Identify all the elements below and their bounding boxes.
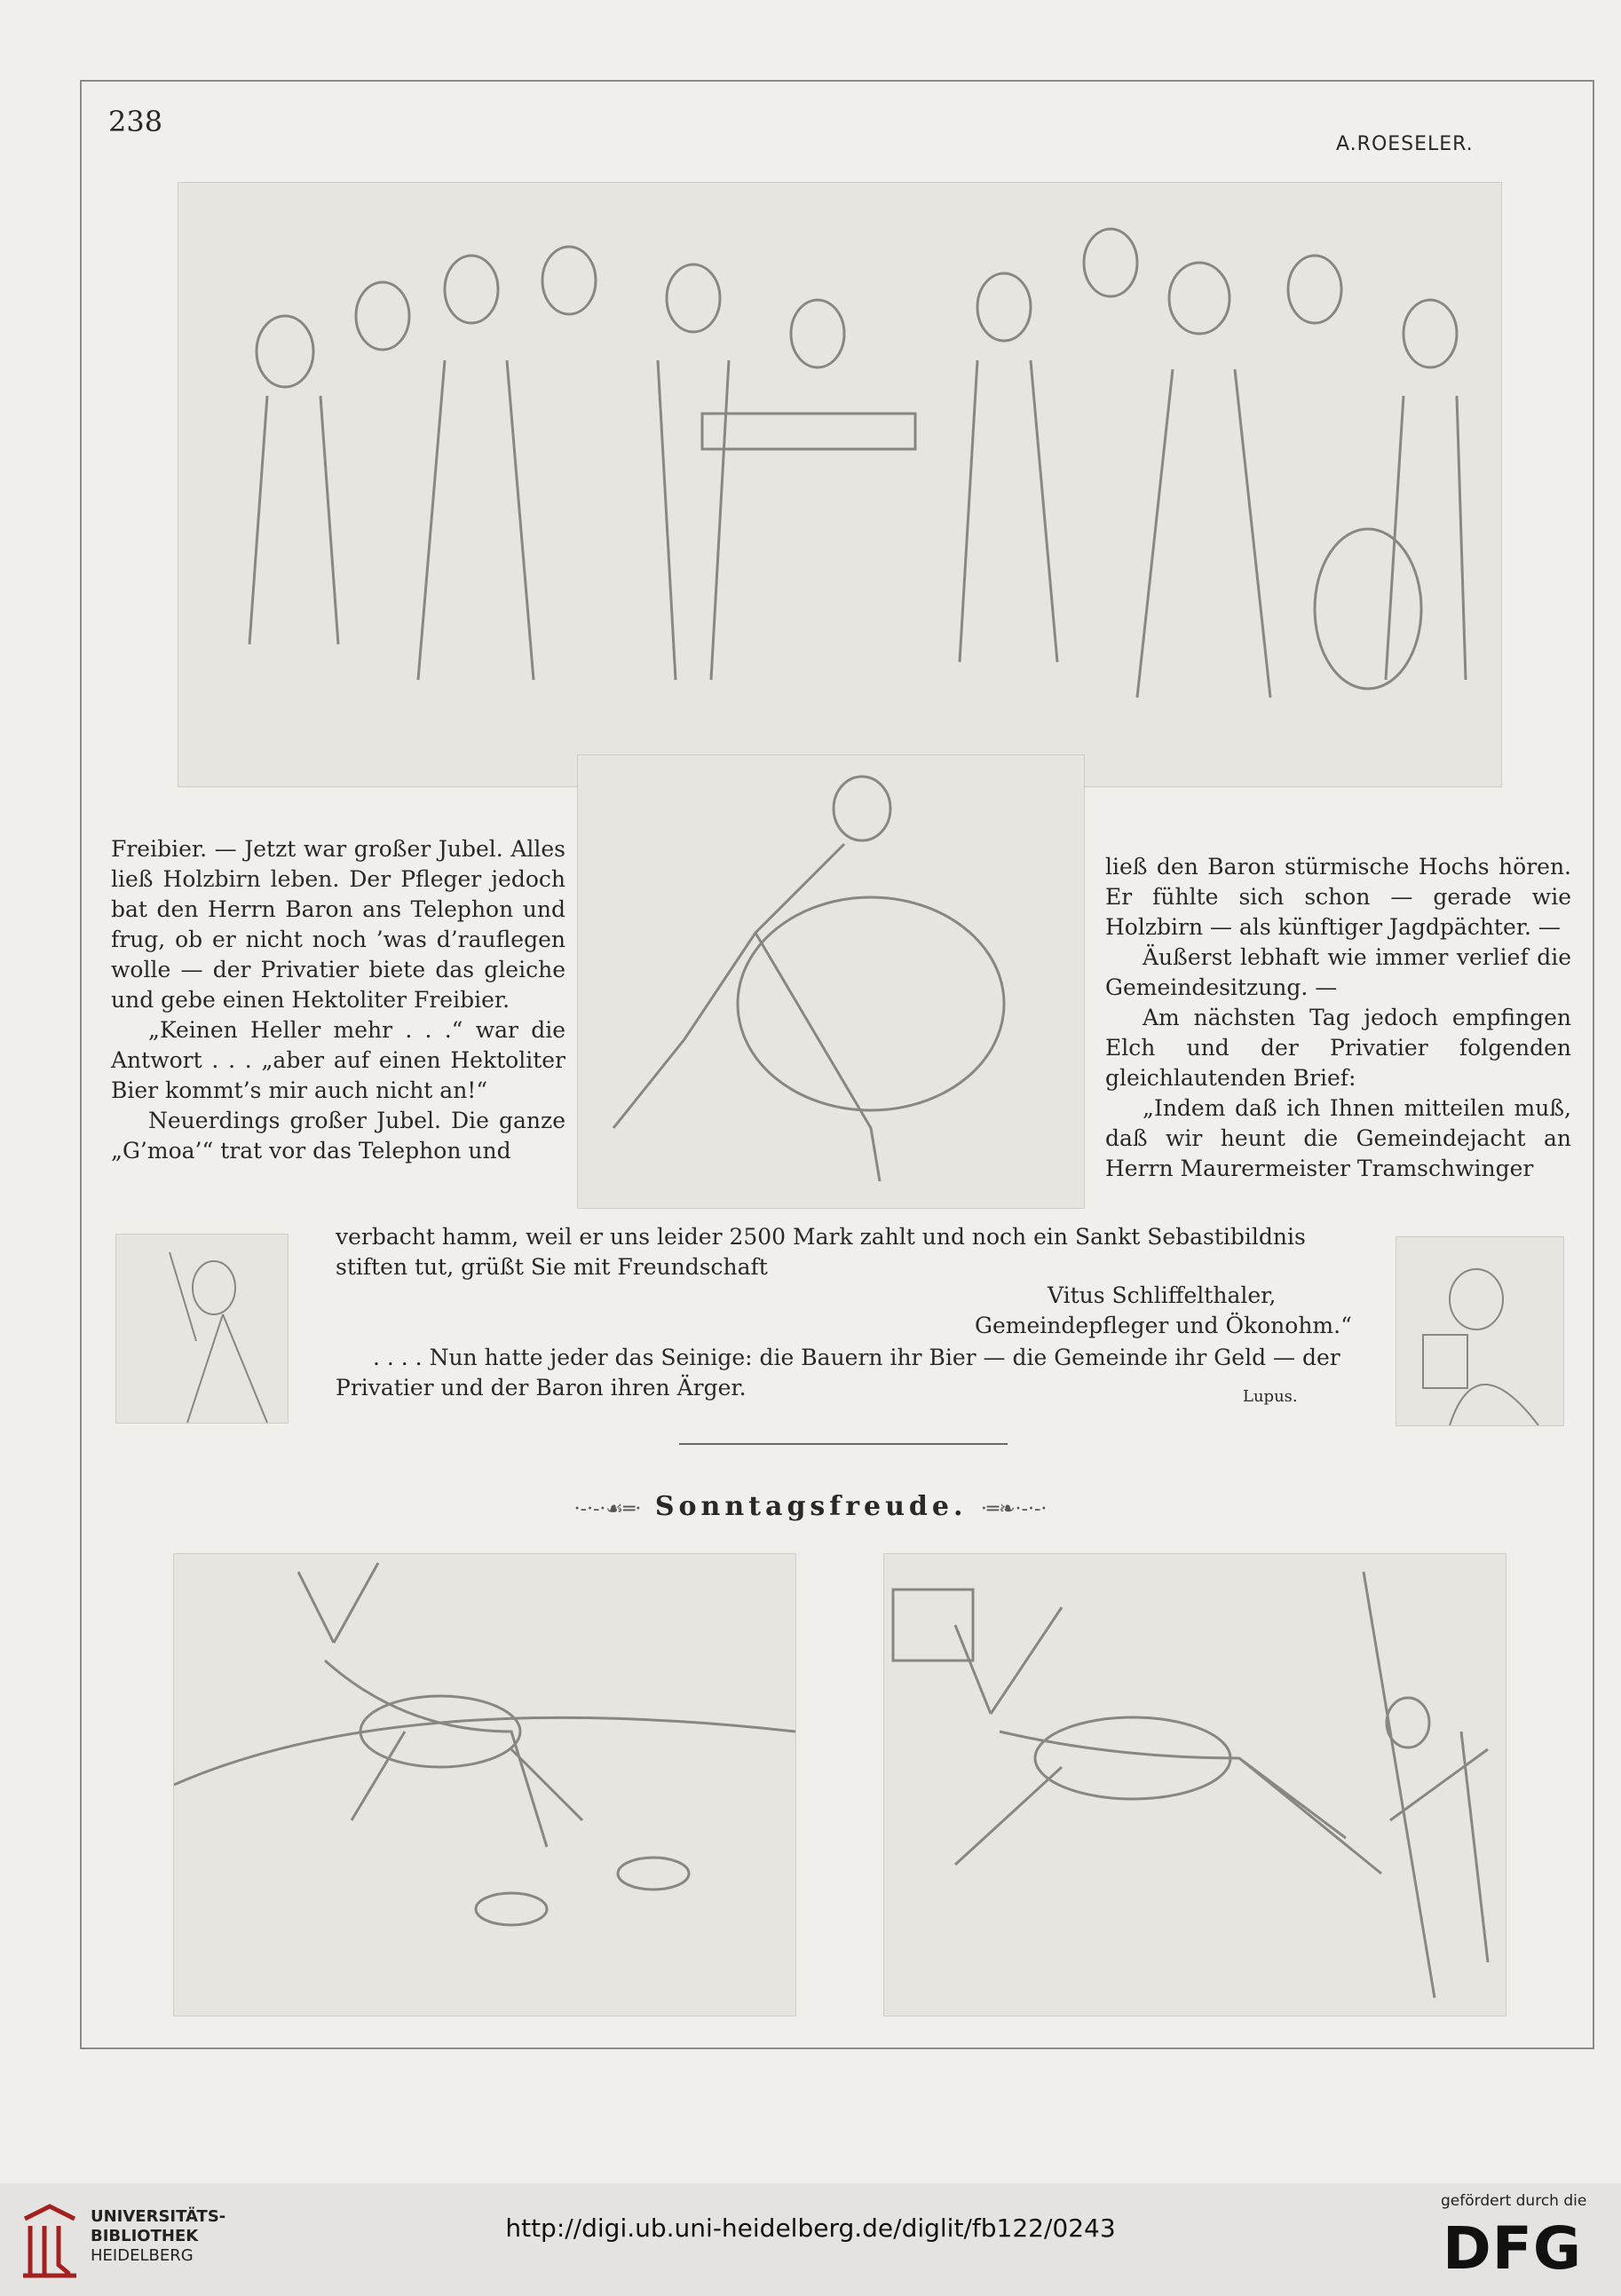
paragraph: „Indem daß ich Ihnen mitteilen muß, daß wir heunt die Gemeindejacht an Herrn Maurermeister Tramschwinger [1105,1095,1571,1181]
stag-illustration-left [173,1553,796,2016]
letter-signature-title: Gemeindepfleger und Ökonohm.“ [975,1313,1352,1338]
barrel-man-sketch-icon [578,755,1084,1208]
section-title-text: Sonntagsfreude. [654,1491,968,1522]
closing-paragraph: . . . . Nun hatte jeder das Seinige: die Bauern ihr Bier — die Gemeinde ihr Geld — der Privatier und der Baron ihren Ärger. [336,1345,1340,1400]
author-name: Lupus. [1243,1387,1298,1406]
paragraph: Am nächsten Tag jedoch empfingen Elch und der Privatier folgenden gleichlautenden Brief: [1105,1005,1571,1091]
paragraph: verbacht hamm, weil er uns leider 2500 Mark zahlt und noch ein Sankt Sebastibildnis stiften tut, grüßt Sie mit Freundschaft [336,1224,1306,1280]
page-number: 238 [108,105,163,138]
crowd-sketch-icon [178,183,1501,786]
left-column [111,834,565,1166]
library-name: UNIVERSITÄTS- BIBLIOTHEK HEIDELBERG [91,2207,226,2265]
barrel-illustration [577,754,1085,1209]
paragraph: Äußerst lebhaft wie immer verlief die Gemeindesitzung. — [1105,944,1571,1000]
letter-signature-name: Vitus Schliffelthaler, [1048,1282,1277,1308]
ornament-right-icon: ·═❧·-·-· [980,1498,1048,1520]
portrait-left [115,1234,289,1424]
stag-illustration-right [883,1553,1506,2016]
section-divider [679,1443,1008,1445]
portrait-right [1396,1236,1564,1426]
top-illustration [178,182,1502,787]
right-column [1105,852,1571,1184]
stag-dogs-sketch-icon [174,1554,795,2016]
paragraph: Neuerdings großer Jubel. Die ganze „G’moa’“ trat vor das Telephon und [111,1108,565,1164]
artist-signature: A.ROESELER. [1336,133,1474,155]
letter-reader-sketch-icon [1396,1237,1563,1425]
section-title [0,1491,1621,1522]
ornament-left-icon: ·-·-·☙═· [573,1498,642,1520]
paragraph: ließ den Baron stürmische Hochs hören. Er fühlte sich schon — gerade wie Holzbirn — als künftiger Jagdpächter. — [1105,854,1571,940]
stag-hunter-sketch-icon [884,1554,1506,2016]
reading-man-sketch-icon [116,1235,288,1423]
funded-by-text: gefördert durch die [1441,2192,1587,2210]
paragraph: „Keinen Heller mehr . . .“ war die Antwort . . . „aber auf einen Hektoliter Bier kommt’s mir auch nicht an!“ [111,1017,565,1103]
letter-continuation [336,1222,1349,1282]
source-url-link[interactable]: http://digi.ub.uni-heidelberg.de/diglit/fb122/0243 [505,2213,1116,2243]
paragraph: Freibier. — Jetzt war großer Jubel. Alles ließ Holzbirn leben. Der Pfleger jedoch bat den Herrn Baron ans Telephon und frug, ob er nicht noch ’was d’rauflegen wolle — der Privatier biete das gleiche und gebe einen Hektoliter Freibier. [111,836,565,1013]
dfg-logo: DFG [1443,2214,1583,2283]
